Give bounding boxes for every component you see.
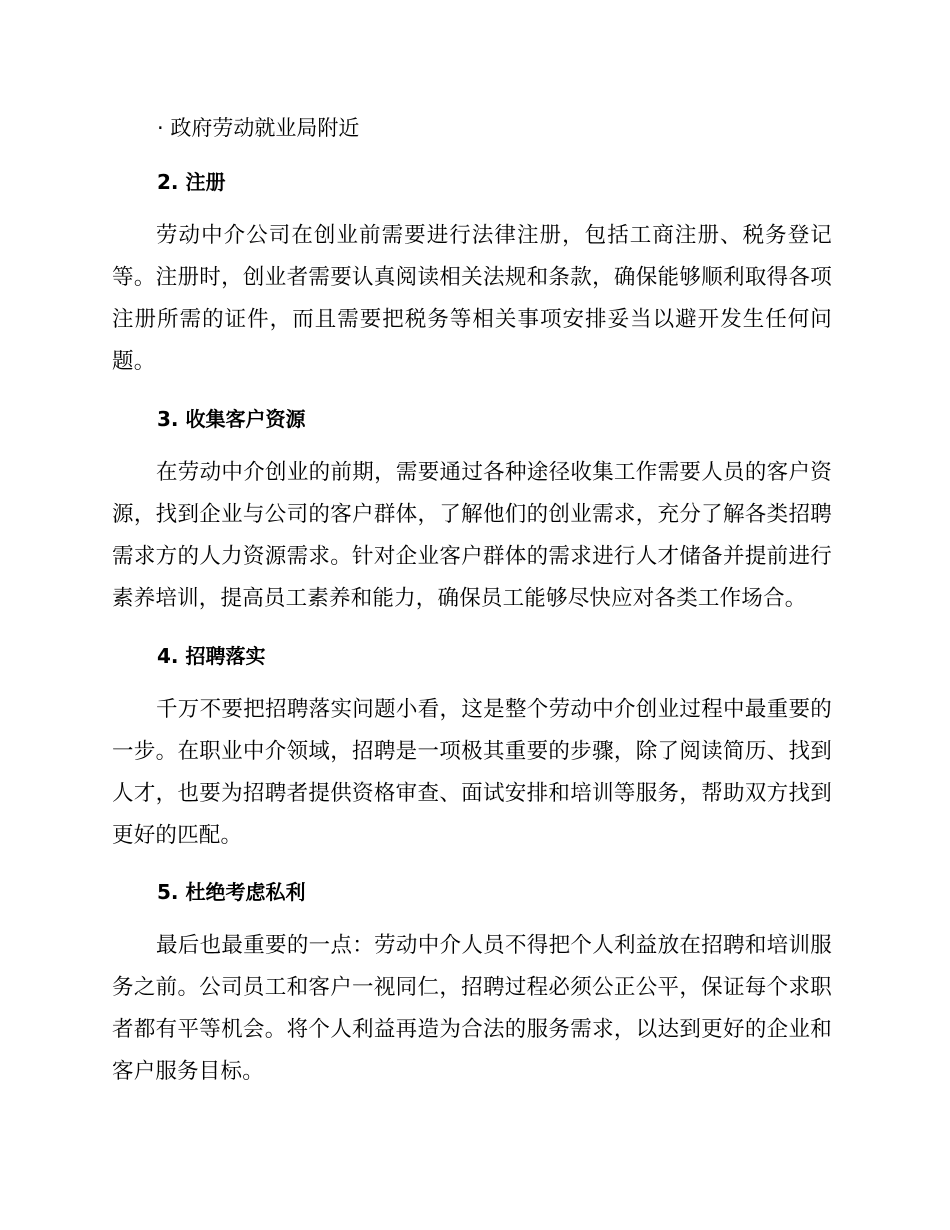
section-heading-registration: 2. 注册 bbox=[157, 170, 226, 194]
bullet-item: · 政府劳动就业局附近 bbox=[157, 116, 360, 140]
section-body-client-resources: 在劳动中介创业的前期，需要通过各种途径收集工作需要人员的客户资源，找到企业与公司的客户群体，了解他们的创业需求，充分了解各类招聘需求方的人力资源需求。针对企业客户群体的需求进行人才储备并提前进行素养培训，提高员工素养和能力，确保员工能够尽快应对各类工作场合。 bbox=[112, 460, 832, 611]
section-heading-no-self-interest: 5. 杜绝考虑私利 bbox=[157, 880, 306, 904]
section-body-no-self-interest: 最后也最重要的一点：劳动中介人员不得把个人利益放在招聘和培训服务之前。公司员工和客户一视同仁，招聘过程必须公正公平，保证每个求职者都有平等机会。将个人利益再造为合法的服务需求，以达到更好的企业和客户服务目标。 bbox=[112, 933, 832, 1084]
section-body-recruitment: 千万不要把招聘落实问题小看，这是整个劳动中介创业过程中最重要的一步。在职业中介领域，招聘是一项极其重要的步骤，除了阅读简历、找到人才，也要为招聘者提供资格审查、面试安排和培训等服务，帮助双方找到更好的匹配。 bbox=[112, 697, 832, 848]
section-heading-client-resources: 3. 收集客户资源 bbox=[157, 407, 306, 431]
section-body-registration: 劳动中介公司在创业前需要进行法律注册，包括工商注册、税务登记等。注册时，创业者需要认真阅读相关法规和条款，确保能够顺利取得各项注册所需的证件，而且需要把税务等相关事项安排妥当以避开发生任何问题。 bbox=[112, 223, 832, 374]
section-heading-recruitment: 4. 招聘落实 bbox=[157, 644, 266, 668]
